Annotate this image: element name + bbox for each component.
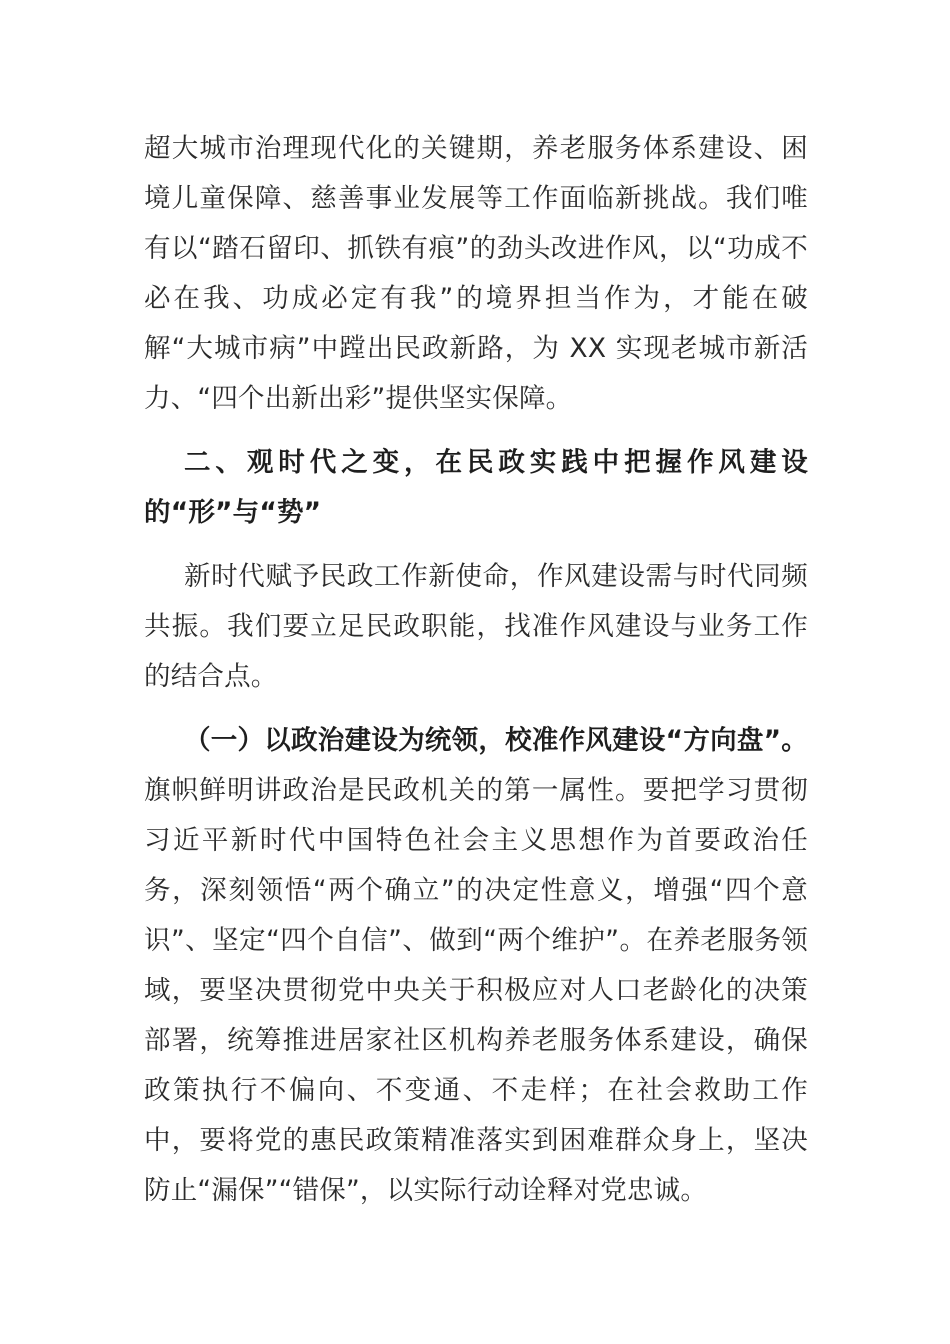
body-paragraph-continued: 超大城市治理现代化的关键期，养老服务体系建设、困境儿童保障、慈善事业发展等工作面临新挑战。我们唯有以“踏石留印、抓铁有痕”的劲头改进作风，以“功成不必在我、功成必定有我”的境界担当作为，才能在破解“大城市病”中蹚出民政新路，为 XX 实现老城市新活力、“四个出新出彩”提供坚实保障。 — [144, 133, 808, 414]
subsection-body: 旗帜鲜明讲政治是民政机关的第一属性。要把学习贯彻习近平新时代中国特色社会主义思想作为首要政治任务，深刻领悟“两个确立”的决定性意义，增强“四个意识”、坚定“四个自信”、做到“两个维护”。在养老服务领域，要坚决贯彻党中央关于积极应对人口老龄化的决策部署，统筹推进居家社区机构养老服务体系建设，确保政策执行不偏向、不变通、不走样；在社会救助工作中，要将党的惠民政策精准落实到困难群众身上，坚决防止“漏保”“错保”，以实际行动诠释对党忠诚。 — [144, 775, 808, 1206]
document-page — [144, 124, 808, 1230]
body-paragraph: 新时代赋予民政工作新使命，作风建设需与时代同频共振。我们要立足民政职能，找准作风建设与业务工作的结合点。 — [144, 561, 808, 692]
subsection-paragraph — [144, 716, 808, 1216]
subsection-lead: （一）以政治建设为统领，校准作风建设“方向盘”。 — [184, 725, 808, 756]
section-heading: 二、观时代之变，在民政实践中把握作风建设的“形”与“势” — [144, 447, 808, 528]
